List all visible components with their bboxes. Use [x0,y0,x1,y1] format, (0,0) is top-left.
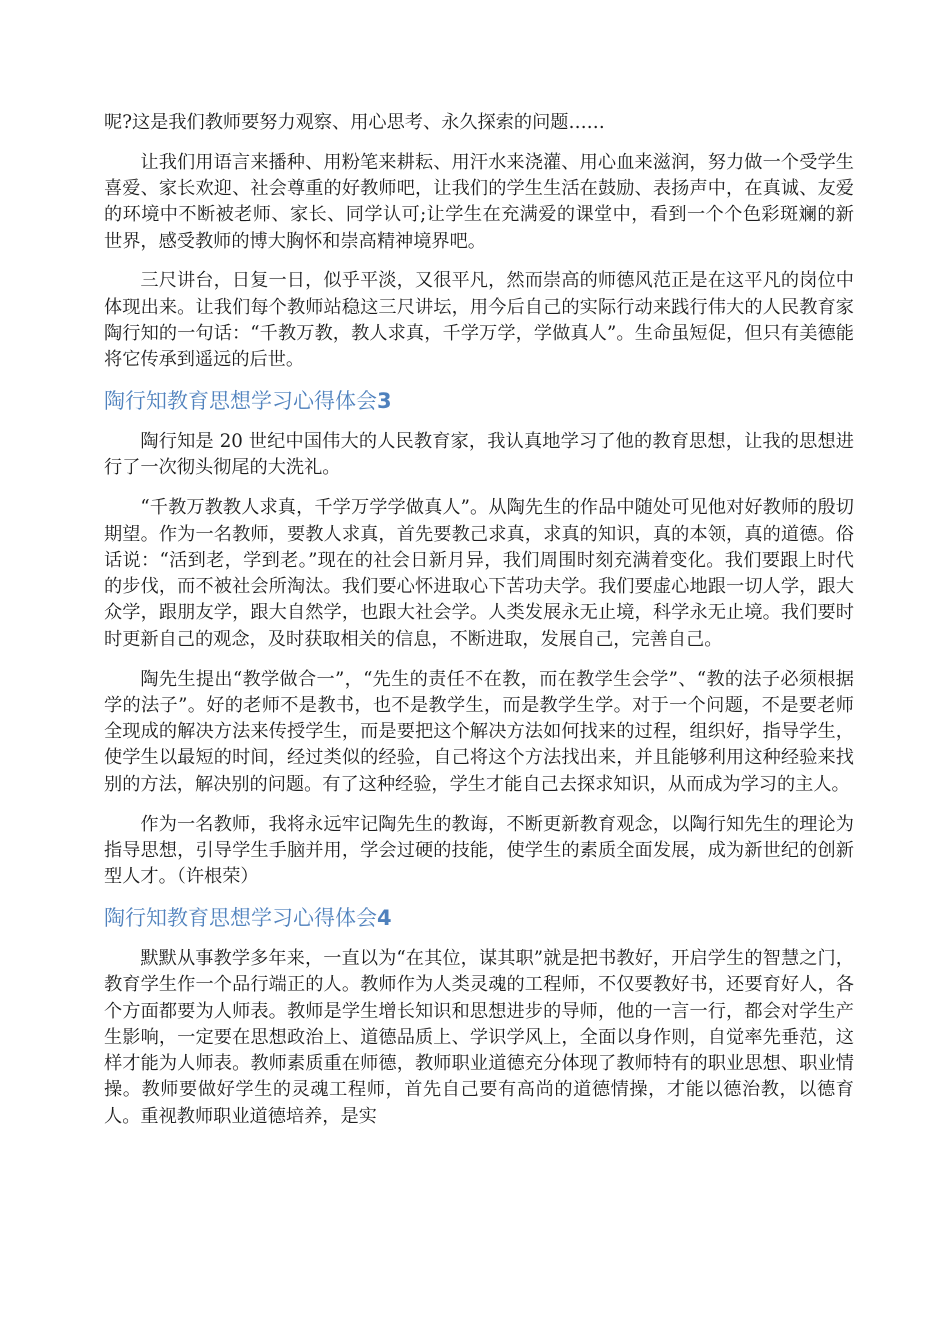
paragraph: 陶先生提出“教学做合一”，“先生的责任不在教，而在教学生会学”、“教的法子必须根据学的法子”。好的老师不是教书，也不是教学生，而是教学生学。对于一个问题，不是要老师全现成的解决方法来传授学生，而是要把这个解决方法如何找来的过程，组织好，指导学生，使学生以最短的时间，经过类似的经验，自己将这个方法找出来，并且能够利用这种经验来找别的方法，解决别的问题。有了这种经验，学生才能自己去探求知识，从而成为学习的主人。 [104,668,854,795]
paragraph-continuation: 呢?这是我们教师要努力观察、用心思考、永久探索的问题…… [104,112,605,133]
section-heading-text: 陶行知教育思想学习心得体会 [104,905,377,930]
paragraph: 默默从事教学多年来，一直以为“在其位，谋其职”就是把书教好，开启学生的智慧之门，教育学生作一个品行端正的人。教师作为人类灵魂的工程师，不仅要教好书，还要育好人，各个方面都要为人师表。教师是学生增长知识和思想进步的导师，他的一言一行，都会对学生产生影响，一定要在思想政治上、道德品质上、学识学风上，全面以身作则，自觉率先垂范，这样才能为人师表。教师素质重在师德，教师职业道德充分体现了教师特有的职业思想、职业情操。教师要做好学生的灵魂工程师，首先自己要有高尚的道德情操，才能以德治教，以德育人。重视教师职业道德培养，是实 [104,947,854,1127]
paragraph: 陶行知是 20 世纪中国伟大的人民教育家，我认真地学习了他的教育思想，让我的思想进行了一次彻头彻尾的大洗礼。 [104,431,854,479]
paragraph: 作为一名教师，我将永远牢记陶先生的教诲，不断更新教育观念，以陶行知先生的理论为指导思想，引导学生手脑并用，学会过硬的技能，使学生的素质全面发展，成为新世纪的创新型人才。（许根荣） [104,813,854,888]
section-heading-3 [104,387,854,415]
document-body [104,110,854,1144]
section-heading-number: 4 [377,905,392,930]
section-heading-text: 陶行知教育思想学习心得体会 [104,389,377,414]
paragraph: 三尺讲台，日复一日，似乎平淡，又很平凡，然而崇高的师德风范正是在这平凡的岗位中体现出来。让我们每个教师站稳这三尺讲坛，用今后自己的实际行动来践行伟大的人民教育家陶行知的一句话：“千教万教，教人求真，千学万学，学做真人”。生命虽短促，但只有美德能将它传承到遥远的后世。 [104,270,854,371]
paragraph: 让我们用语言来播种、用粉笔来耕耘、用汗水来浇灌、用心血来滋润，努力做一个受学生喜爱、家长欢迎、社会尊重的好教师吧，让我们的学生生活在鼓励、表扬声中，在真诚、友爱的环境中不断被老师、家长、同学认可;让学生在充满爱的课堂中，看到一个个色彩斑斓的新世界，感受教师的博大胸怀和崇高精神境界吧。 [104,151,854,252]
paragraph: “千教万教教人求真，千学万学学做真人”。从陶先生的作品中随处可见他对好教师的殷切期望。作为一名教师，要教人求真，首先要教己求真，求真的知识，真的本领，真的道德。俗话说：“活到老，学到老。”现在的社会日新月异，我们周围时刻充满着变化。我们要跟上时代的步伐，而不被社会所淘汰。我们要心怀进取心下苦功夫学。我们要虚心地跟一切人学，跟大众学，跟朋友学，跟大自然学，也跟大社会学。人类发展永无止境，科学永无止境。我们要时时更新自己的观念，及时获取相关的信息，不断进取，发展自己，完善自己。 [104,497,854,650]
section-heading-number: 3 [377,389,392,414]
section-heading-4 [104,904,854,932]
